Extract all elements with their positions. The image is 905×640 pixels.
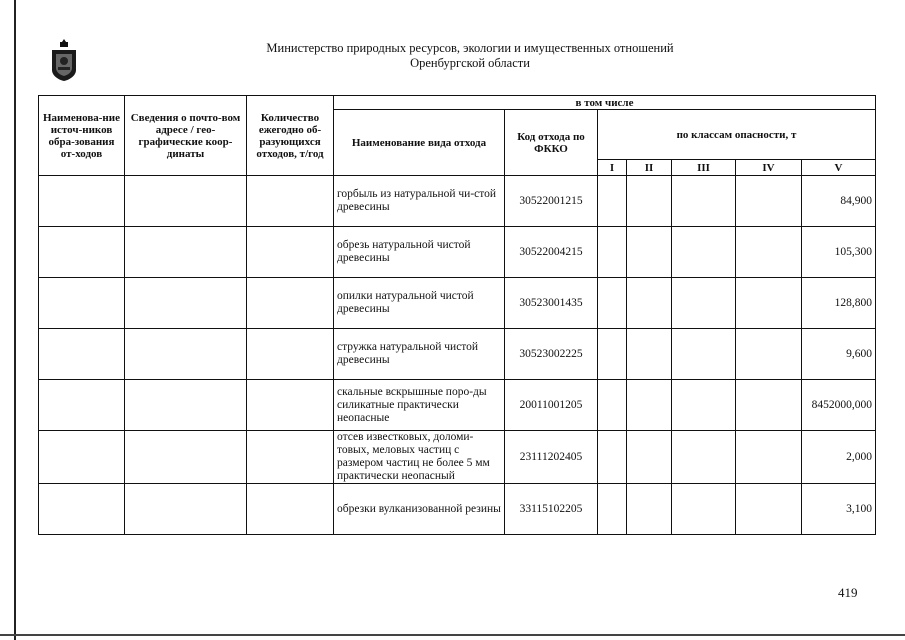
table-row bbox=[39, 380, 876, 431]
col-address: Сведения о почто-вом адресе / гео-графические коор-динаты bbox=[125, 96, 247, 176]
col-including: в том числе bbox=[334, 96, 876, 110]
col-class-5: V bbox=[802, 160, 876, 176]
waste-code: 23111202405 bbox=[505, 431, 598, 484]
class-5-value: 105,300 bbox=[802, 227, 876, 278]
header-line-2: Оренбургской области bbox=[410, 56, 530, 70]
header-line-1: Министерство природных ресурсов, экологии и имущественных отношений bbox=[266, 41, 674, 55]
waste-name: горбыль из натуральной чи-стой древесины bbox=[334, 176, 505, 227]
table-row bbox=[39, 278, 876, 329]
class-5-value: 128,800 bbox=[802, 278, 876, 329]
waste-name: скальные вскрышные поро-ды силикатные практически неопасные bbox=[334, 380, 505, 431]
col-quantity: Количество ежегодно об-разующихся отходов, т/год bbox=[247, 96, 334, 176]
waste-code: 33115102205 bbox=[505, 484, 598, 535]
scan-edge-left bbox=[14, 0, 16, 640]
waste-code: 30523002225 bbox=[505, 329, 598, 380]
table-row bbox=[39, 431, 876, 484]
col-by-class: по классам опасности, т bbox=[598, 110, 876, 160]
waste-name: обрезки вулканизованной резины bbox=[334, 484, 505, 535]
table-row bbox=[39, 176, 876, 227]
page-number: 419 bbox=[838, 585, 858, 600]
col-waste-name: Наименование вида отхода bbox=[334, 110, 505, 176]
waste-code: 30523001435 bbox=[505, 278, 598, 329]
col-class-1: I bbox=[598, 160, 627, 176]
col-code: Код отхода по ФККО bbox=[505, 110, 598, 176]
table-row bbox=[39, 227, 876, 278]
class-5-value: 2,000 bbox=[802, 431, 876, 484]
waste-code: 20011001205 bbox=[505, 380, 598, 431]
waste-name: стружка натуральной чистой древесины bbox=[334, 329, 505, 380]
waste-table bbox=[38, 95, 876, 535]
col-class-3: III bbox=[672, 160, 736, 176]
scan-edge-bottom bbox=[0, 634, 905, 636]
document-header bbox=[230, 41, 710, 71]
waste-code: 30522001215 bbox=[505, 176, 598, 227]
class-5-value: 84,900 bbox=[802, 176, 876, 227]
table-row bbox=[39, 329, 876, 380]
waste-code: 30522004215 bbox=[505, 227, 598, 278]
class-5-value: 8452000,000 bbox=[802, 380, 876, 431]
waste-name: отсев известковых, доломи-товых, меловых частиц с размером частиц не более 5 мм практически неопасный bbox=[334, 431, 505, 484]
table-row bbox=[39, 484, 876, 535]
waste-name: опилки натуральной чистой древесины bbox=[334, 278, 505, 329]
col-class-2: II bbox=[627, 160, 672, 176]
class-5-value: 3,100 bbox=[802, 484, 876, 535]
class-5-value: 9,600 bbox=[802, 329, 876, 380]
col-source-name: Наименова-ние источ-ников обра-зования от-ходов bbox=[39, 96, 125, 176]
col-class-4: IV bbox=[736, 160, 802, 176]
waste-name: обрезь натуральной чистой древесины bbox=[334, 227, 505, 278]
coat-of-arms-icon bbox=[49, 38, 79, 82]
